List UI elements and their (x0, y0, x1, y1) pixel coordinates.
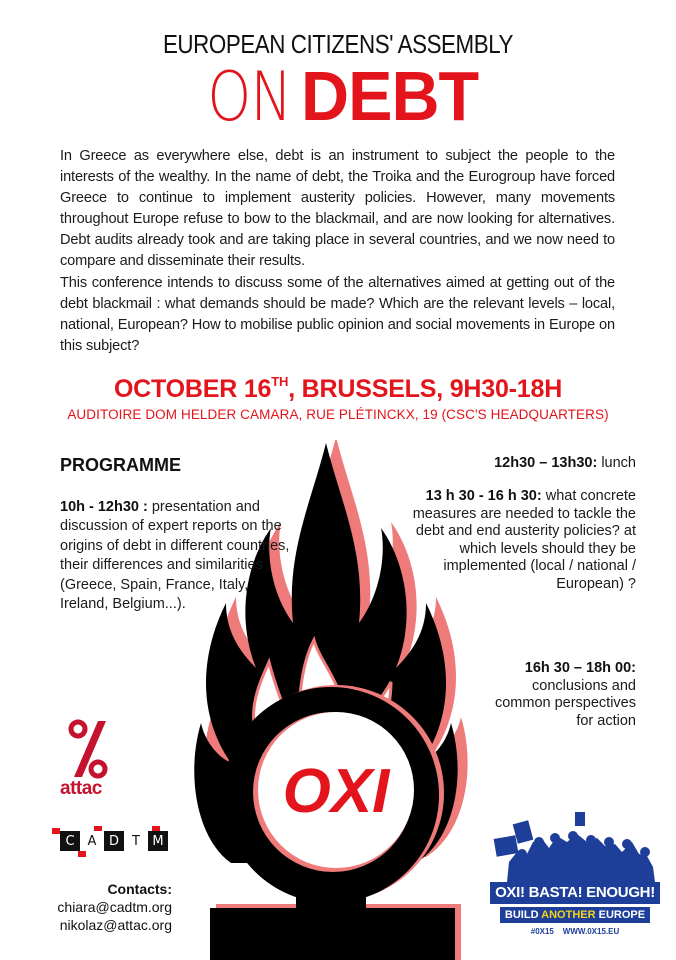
crowd-protest-icon (487, 812, 665, 882)
session-1 (60, 498, 290, 614)
date-prefix: OCTOBER 16 (113, 375, 272, 403)
contacts-label: Contacts: (107, 881, 172, 897)
oxi-banner-main: OXI! BASTA! ENOUGH! (490, 882, 660, 904)
session-text: what concrete measures are needed to tackle the debt and end austerity policies? at which levels should they be implemented (local / national / European) ? (412, 488, 636, 592)
session-time: 12h30 – 13h30: (494, 455, 598, 471)
session-time: 16h 30 – 18h 00: (524, 660, 636, 676)
cadtm-letter: T (126, 831, 146, 851)
date-rest: , BRUSSELS, 9H30-18H (288, 375, 563, 403)
cadtm-logo (52, 826, 164, 856)
programme-heading: PROGRAMME (60, 455, 181, 475)
session-text: presentation and discussion of expert reports on the origins of debt in different countries, their differences and similarities (Greece, Spain, France, Italy, Ireland, Belgium...). (60, 499, 290, 613)
cadtm-letter: A (82, 831, 102, 851)
intro-paragraph-2: This conference intends to discuss some of the alternatives aimed at getting out of the debt blackmail : what demands should be made? Which are the relevant levels – local, national, European? How to mobilise public opinion and social movements in Europe on this subject? (60, 275, 615, 354)
oxi-hashtag-url: #0X15 WWW.0X15.EU (530, 927, 620, 936)
cadtm-letter: M (148, 831, 168, 851)
title-bold: DEBT (300, 57, 479, 135)
session-time: 13 h 30 - 16 h 30: (425, 488, 542, 504)
session-time: 10h - 12h30 : (60, 499, 148, 515)
session-text: conclusions and common perspectives for action (494, 677, 636, 729)
cadtm-letter: D (104, 831, 124, 851)
oxi-banner-sub (500, 907, 650, 923)
date-suffix: TH (271, 374, 289, 389)
event-subtitle: EUROPEAN CITIZENS' ASSEMBLY (162, 29, 514, 59)
contact-email[interactable]: nikolaz@attac.org (59, 917, 172, 933)
event-venue: AUDITOIRE DOM HELDER CAMARA, RUE PLÉTINCKX, 19 (CSC'S HEADQUARTERS) (67, 407, 609, 422)
event-date (0, 374, 676, 404)
attac-logo-text: attac (60, 778, 102, 799)
session-text: lunch (597, 455, 636, 471)
oxi-text: OXI (282, 757, 390, 826)
banner-text: EUROPE (595, 909, 646, 921)
session-4 (486, 660, 636, 730)
title-light: ON (206, 58, 291, 137)
page-title (0, 57, 676, 137)
contacts-block (30, 880, 172, 934)
contact-email[interactable]: chiara@cadtm.org (57, 899, 172, 915)
session-2 (396, 455, 636, 473)
cadtm-letter: C (60, 831, 80, 851)
session-3 (386, 488, 636, 594)
banner-highlight: ANOTHER (541, 909, 596, 921)
base-stem (296, 890, 366, 915)
banner-text: BUILD (504, 909, 542, 921)
base (210, 908, 455, 960)
intro-paragraph-1: In Greece as everywhere else, debt is an instrument to subject the people to the interests of the wealthy. In the name of debt, the Troika and the Eurogroup have forced Greece to continue to implement austerity policies. However, many movements throughout Europe refuse to bow to the blackmail, and are now looking for alternatives. Debt audits already took and are taking place in several countries, and we now need to compare and disseminate their results. (60, 148, 615, 269)
